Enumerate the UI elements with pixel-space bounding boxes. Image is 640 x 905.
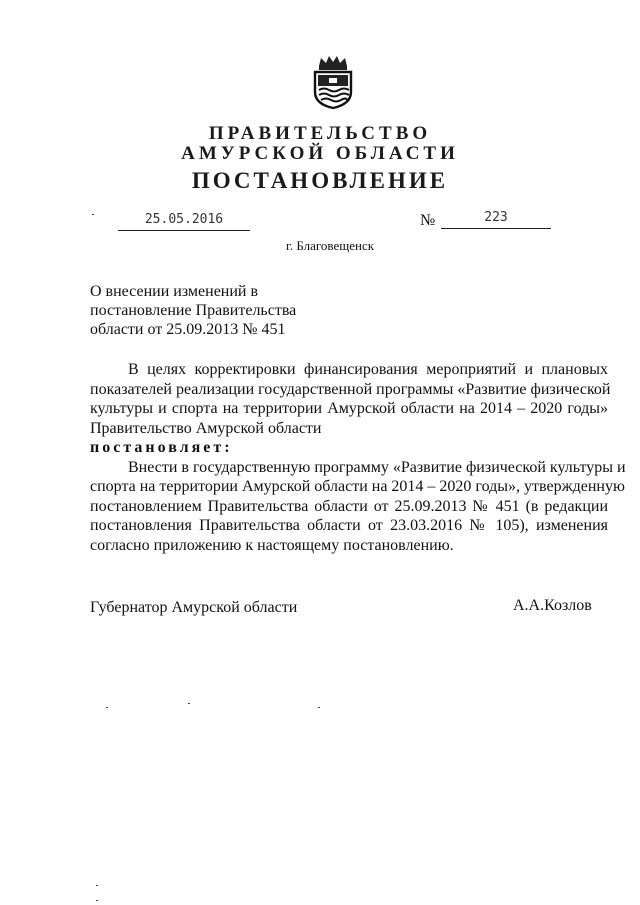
document-type-title: ПОСТАНОВЛЕНИЕ — [191, 168, 449, 193]
subject-block — [90, 282, 340, 339]
scan-speck — [96, 900, 98, 901]
scan-speck — [96, 885, 98, 886]
region-title: АМУРСКОЙ ОБЛАСТИ — [181, 143, 459, 164]
document-date: 25.05.2016 — [118, 212, 250, 231]
subject-line: О внесении изменений в — [90, 283, 259, 300]
preamble-line: Правительство Амурской области — [90, 419, 322, 437]
preamble-line: показателей реализации государственной программы «Развитие физической — [90, 380, 611, 398]
scan-speck — [92, 214, 94, 215]
preamble-line: культуры и спорта на территории Амурской области на 2014 – 2020 годы» — [90, 400, 608, 417]
scan-speck — [318, 707, 320, 708]
resolution-line: Внести в государственную программу «Развитие физической культуры и — [128, 458, 626, 476]
document-body — [90, 360, 626, 555]
scan-speck — [106, 707, 108, 708]
subject-line: постановление Правительства — [90, 302, 297, 319]
resolution-line: постановления Правительства области от 23.03.2016 № 105), изменения — [90, 517, 608, 534]
resolves-keyword: постановляет: — [90, 439, 233, 456]
signatory-position: Губернатор Амурской области — [90, 599, 298, 616]
coat-of-arms-icon — [309, 54, 357, 110]
subject-line: области от 25.09.2013 № 451 — [90, 321, 286, 338]
scan-speck — [188, 703, 190, 704]
resolution-line: согласно приложению к настоящему постановлению. — [90, 536, 454, 554]
signatory-name: А.А.Козлов — [513, 597, 592, 614]
document-number: 223 — [441, 210, 551, 229]
preamble-line: В целях корректировки финансирования мероприятий и плановых — [128, 361, 608, 378]
city-label: г. Благовещенск — [285, 238, 375, 253]
resolution-line: спорта на территории Амурской области на 2014 – 2020 годы», утвержденную — [90, 478, 625, 495]
government-title: ПРАВИТЕЛЬСТВО — [208, 123, 432, 144]
number-sign: № — [420, 212, 436, 229]
resolution-line: постановлением Правительства области от 25.09.2013 № 451 (в редакции — [90, 497, 608, 515]
